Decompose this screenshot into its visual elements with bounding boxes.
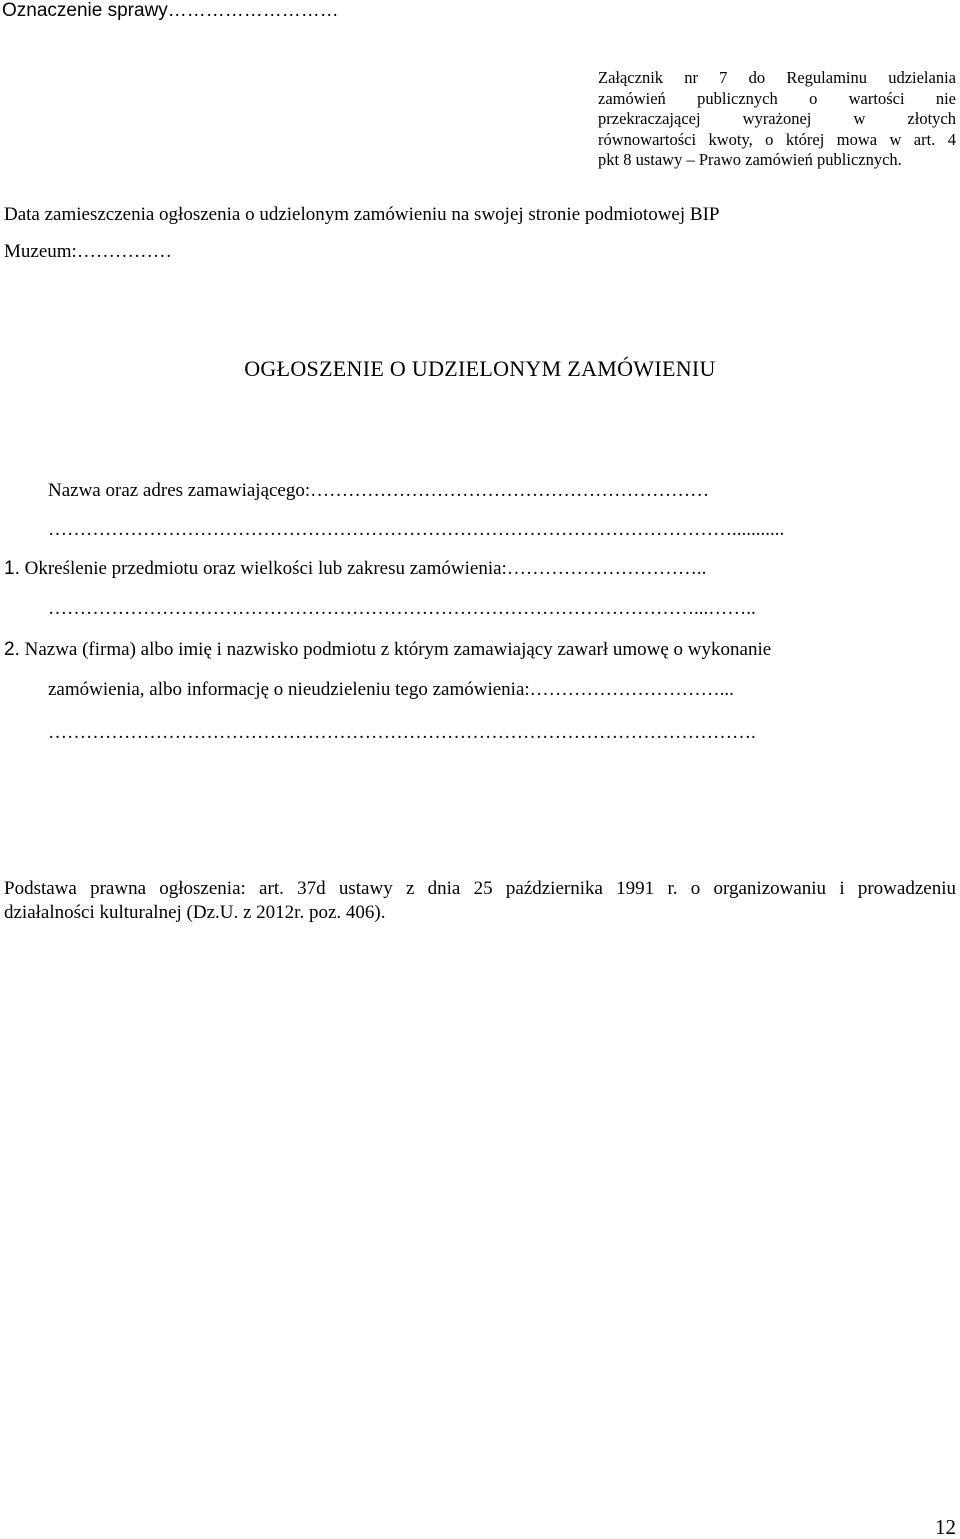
item-1 <box>4 557 706 581</box>
page-title: OGŁOSZENIE O UDZIELONYM ZAMÓWIENIU <box>244 356 716 381</box>
contracting-authority-field: Nazwa oraz adres zamawiającego:……………………………………………………… <box>48 480 710 501</box>
legal-basis <box>4 877 956 925</box>
item-2-line2: zamówienia, albo informację o nieudzieleniu tego zamówienia:…………………………... <box>48 679 734 700</box>
item-1-number: 1. <box>4 558 20 579</box>
annex-line: pkt 8 ustawy – Prawo zamówień publicznych. <box>598 150 902 169</box>
page-number: 12 <box>935 1515 956 1539</box>
item-2 <box>4 638 771 662</box>
annex-line: równowartości kwoty, o której mowa w art. 4 <box>598 129 956 149</box>
contracting-authority-continuation: ………………………………………………………………………………………………........... <box>48 519 785 540</box>
item-2-number: 2. <box>4 639 20 660</box>
item-1-continuation: …………………………………………………………………………………………...…….. <box>48 598 756 619</box>
item-2-line1: Nazwa (firma) albo imię i nazwisko podmiotu z którym zamawiający zawarł umowę o wykonanie <box>24 639 772 660</box>
annex-line: zamówień publicznych o wartości nie <box>598 88 956 108</box>
annex-line: Załącznik nr 7 do Regulaminu udzielania <box>598 68 956 87</box>
bip-publication-date-label: Data zamieszczenia ogłoszenia o udzielonym zamówieniu na swojej stronie podmiotowej BIP <box>4 204 720 225</box>
legal-basis-line1: Podstawa prawna ogłoszenia: art. 37d ustawy z dnia 25 października 1991 r. o organizowaniu i prowadzeniu <box>4 878 956 899</box>
annex-line: przekraczającej wyrażonej w złotych <box>598 109 956 128</box>
museum-field: Muzeum:…………… <box>4 241 172 262</box>
legal-basis-line2: działalności kulturalnej (Dz.U. z 2012r. poz. 406). <box>4 902 386 923</box>
item-2-continuation: …………………………………………………………………………………………………. <box>48 722 756 743</box>
annex-note <box>598 68 956 171</box>
item-1-label: Określenie przedmiotu oraz wielkości lub zakresu zamówienia:………………………….. <box>24 558 707 579</box>
case-reference: Oznaczenie sprawy……………………… <box>2 0 339 21</box>
